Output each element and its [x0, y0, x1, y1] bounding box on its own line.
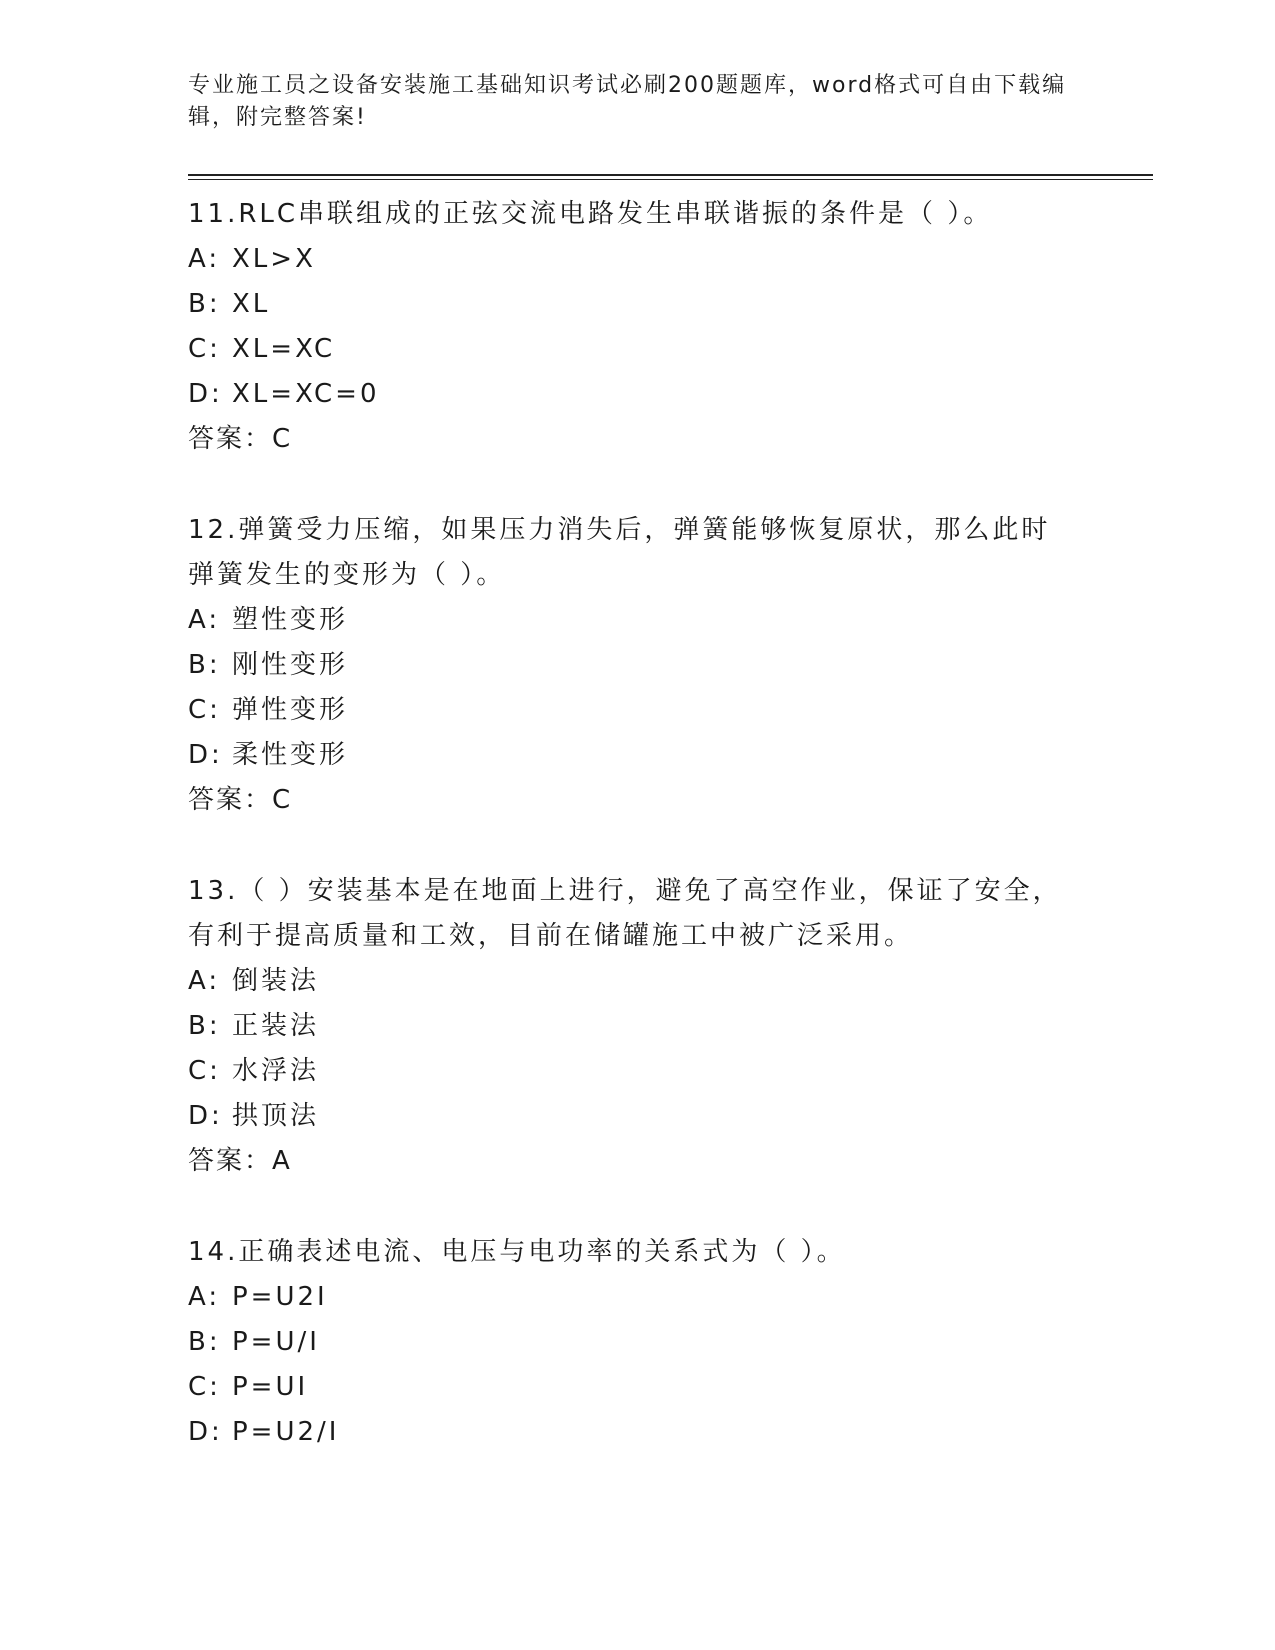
option-c	[188, 688, 1153, 733]
option-text: XL>X	[232, 244, 316, 274]
option-text: P=UI	[232, 1372, 309, 1402]
option-letter: A:	[188, 605, 221, 635]
option-text: 塑性变形	[232, 605, 349, 635]
option-text: XL	[232, 289, 271, 319]
option-letter: B:	[188, 1327, 221, 1357]
option-text: P=U2I	[232, 1282, 328, 1312]
option-letter: D:	[188, 740, 223, 770]
option-letter: D:	[188, 379, 223, 409]
option-text: 正装法	[232, 1011, 320, 1041]
option-b	[188, 282, 1153, 327]
header-divider	[188, 174, 1153, 180]
option-letter: A:	[188, 244, 221, 274]
option-letter: C:	[188, 695, 221, 725]
option-a	[188, 959, 1153, 1004]
option-b	[188, 1004, 1153, 1049]
document-header: 专业施工员之设备安装施工基础知识考试必刷200题题库，word格式可自由下载编辑，附完整答案!	[188, 73, 1067, 130]
option-c	[188, 1365, 1153, 1410]
option-text: P=U/I	[232, 1327, 320, 1357]
option-c	[188, 327, 1153, 372]
option-d	[188, 733, 1153, 778]
answer-text: 答案：A	[188, 1146, 292, 1176]
option-d	[188, 1410, 1153, 1455]
option-a	[188, 1275, 1153, 1320]
option-text: XL=XC	[232, 334, 336, 364]
option-a	[188, 598, 1153, 643]
option-b	[188, 643, 1153, 688]
option-d	[188, 1094, 1153, 1139]
option-letter: D:	[188, 1101, 223, 1131]
option-d	[188, 372, 1153, 417]
option-letter: C:	[188, 1056, 221, 1086]
question-text: 12.弹簧受力压缩，如果压力消失后，弹簧能够恢复原状，那么此时弹簧发生的变形为（ ）。	[188, 515, 1051, 590]
question-list	[188, 192, 1153, 1455]
option-a	[188, 237, 1153, 282]
document-page	[188, 70, 1153, 1501]
option-letter: C:	[188, 334, 221, 364]
option-text: XL=XC=0	[232, 379, 380, 409]
question-text: 14.正确表述电流、电压与电功率的关系式为（ ）。	[188, 1237, 846, 1267]
option-text: 刚性变形	[232, 650, 349, 680]
option-text: 弹性变形	[232, 695, 349, 725]
answer-text: 答案：C	[188, 785, 293, 815]
option-letter: A:	[188, 1282, 221, 1312]
question-11	[188, 192, 1153, 462]
option-letter: A:	[188, 966, 221, 996]
option-text: 拱顶法	[232, 1101, 320, 1131]
question-text: 13.（ ）安装基本是在地面上进行，避免了高空作业，保证了安全，有利于提高质量和工效，目前在储罐施工中被广泛采用。	[188, 876, 1062, 951]
question-text: 11.RLC串联组成的正弦交流电路发生串联谐振的条件是（ ）。	[188, 199, 993, 229]
option-letter: D:	[188, 1417, 223, 1447]
question-14	[188, 1230, 1153, 1455]
option-text: 水浮法	[232, 1056, 320, 1086]
question-13	[188, 869, 1153, 1184]
option-letter: B:	[188, 1011, 221, 1041]
option-letter: B:	[188, 289, 221, 319]
option-text: P=U2/I	[232, 1417, 340, 1447]
option-letter: B:	[188, 650, 221, 680]
option-letter: C:	[188, 1372, 221, 1402]
option-text: 倒装法	[232, 966, 320, 996]
option-text: 柔性变形	[232, 740, 349, 770]
option-c	[188, 1049, 1153, 1094]
option-b	[188, 1320, 1153, 1365]
answer-text: 答案：C	[188, 424, 293, 454]
question-12	[188, 508, 1153, 823]
